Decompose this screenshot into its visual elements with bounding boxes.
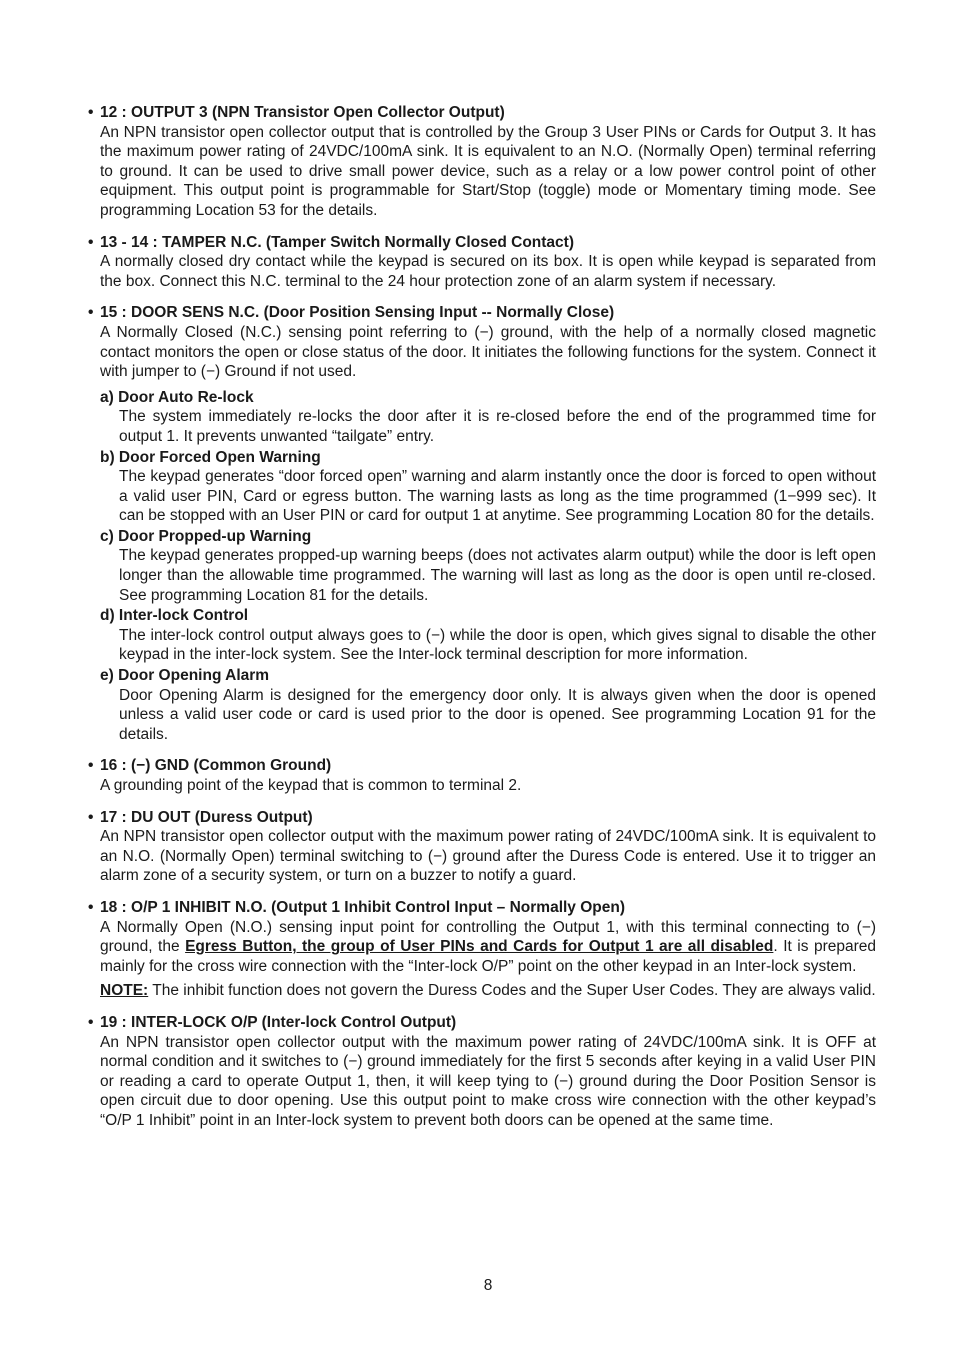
subsection-title: d) Inter-lock Control — [100, 607, 249, 625]
subsection-title: e) Door Opening Alarm — [100, 667, 270, 685]
section-title: • 13 - 14 : TAMPER N.C. (Tamper Switch Normally Closed Contact) — [88, 233, 574, 251]
section-title: • 17 : DU OUT (Duress Output) — [88, 808, 313, 826]
subsection-body: The keypad generates propped-up warning beeps (does not activates alarm output) while the door is left open longer than the allowable time programmed. The warning will last as long as the door is open until re-closed. See programming Location 81 for the details. — [119, 547, 876, 604]
section-body: An NPN transistor open collector output that is controlled by the Group 3 User PINs or Cards for Output 3. It has the maximum power rating of 24VDC/100mA sink. It is equivalent to an N.O. (Normally Open) terminal referring to ground. It can be used to drive small power device, such as a relay or a low power control point of other equipment. This output point is programmable for Start/Stop (toggle) mode or Momentary timing mode. See programming Location 53 for the details. — [100, 123, 876, 219]
note: NOTE: The inhibit function does not govern the Duress Codes and the Super User Codes. They are always valid. — [100, 982, 876, 1000]
section-title: • 16 : (−) GND (Common Ground) — [88, 757, 332, 775]
note-label: NOTE: — [100, 982, 149, 1000]
emphasis-text: Egress Button, the group of User PINs and Cards for Output 1 are all disabled — [185, 938, 774, 956]
section-title: • 15 : DOOR SENS N.C. (Door Position Sensing Input -- Normally Close) — [88, 304, 615, 322]
subsection-door-forced-open — [88, 448, 876, 526]
document-page — [88, 103, 876, 1143]
bullet-icon: • — [88, 104, 94, 121]
section-body: A normally closed dry contact while the keypad is secured on its box. It is open while keypad is separated from the box. Connect this N.C. terminal to the 24 hour protection zone of an alarm system if necessary. — [100, 253, 876, 290]
section-output-3 — [88, 103, 876, 221]
bullet-icon: • — [88, 1013, 94, 1031]
section-title: • 19 : INTER-LOCK O/P (Inter-lock Control Output) — [88, 1013, 457, 1031]
subsection-door-opening-alarm — [88, 666, 876, 744]
bullet-icon: • — [88, 808, 94, 826]
subsection-door-auto-relock — [88, 388, 876, 447]
bullet-icon: • — [88, 304, 94, 322]
section-inter-lock-output — [88, 1013, 876, 1131]
section-tamper — [88, 233, 876, 292]
section-title: • 12 : OUTPUT 3 (NPN Transistor Open Collector Output) — [88, 104, 505, 121]
subsection-body: The system immediately re-locks the door after it is re-closed before the end of the programmed time for output 1. It prevents unwanted “tailgate” entry. — [119, 408, 876, 445]
subsection-list — [88, 388, 876, 745]
subsection-title: b) Door Forced Open Warning — [100, 448, 321, 466]
section-door-sens — [88, 303, 876, 744]
bullet-icon: • — [88, 757, 94, 775]
section-gnd — [88, 756, 876, 795]
subsection-title: c) Door Propped-up Warning — [100, 527, 312, 545]
section-op1-inhibit — [88, 898, 876, 1001]
subsection-body: The keypad generates “door forced open” warning and alarm instantly once the door is forced to open without a valid user PIN, Card or egress button. The warning lasts as long as the time programmed (1−999 sec). It can be stopped with an User PIN or card for output 1 at anytime. See programming Location 80 for the details. — [119, 468, 876, 525]
bullet-icon: • — [88, 233, 94, 251]
page-number: 8 — [483, 1277, 493, 1294]
section-duress-output — [88, 808, 876, 886]
section-body: A Normally Closed (N.C.) sensing point referring to (−) ground, with the help of a normally closed magnetic contact monitors the open or close status of the door. It initiates the following functions for the system. Connect it with jumper to (−) Ground if not used. — [100, 323, 876, 381]
section-body: An NPN transistor open collector output with the maximum power rating of 24VDC/100mA sink. It is OFF at normal condition and it switches to (−) ground immediately for the first 5 seconds after keying in a valid User PIN or reading a card to operate Output 1, then, it will keep tying to (−) ground during the Door Position Sensor is open circuit due to door opening. Use this output point to make cross wire connection with the other keypad’s “O/P 1 Inhibit” point in an Inter-lock system to prevent both doors can be opened at the same time. — [100, 1033, 876, 1129]
section-body: A grounding point of the keypad that is common to terminal 2. — [100, 777, 522, 794]
subsection-title: a) Door Auto Re-lock — [100, 388, 254, 406]
section-title: • 18 : O/P 1 INHIBIT N.O. (Output 1 Inhibit Control Input – Normally Open) — [88, 898, 626, 916]
subsection-body: The inter-lock control output always goes to (−) while the door is open, which gives signal to disable the other keypad in the inter-lock system. See the Inter-lock terminal description for more information. — [119, 626, 876, 664]
bullet-icon: • — [88, 898, 94, 916]
section-body: An NPN transistor open collector output with the maximum power rating of 24VDC/100mA sink. It is equivalent to an N.O. (Normally Open) terminal switching to (−) ground after the Duress Code is entered. Use it to trigger an alarm zone of a security system, or turn on a buzzer to notify a guard. — [100, 828, 876, 885]
section-body: A Normally Open (N.O.) sensing input point for controlling the Output 1, with this terminal connecting to (−) ground, the Egress Button, the group of User PINs and Cards for Output 1 are all disabled. It is prepared mainly for the cross wire connection with the “Inter-lock O/P” point on the other keypad in an Inter-lock system. — [100, 918, 877, 975]
subsection-door-propped-up — [88, 527, 876, 605]
subsection-body: Door Opening Alarm is designed for the emergency door only. It is always given when the door is opened unless a valid user code or card is used prior to the door is opened. See programming Location 91 for the details. — [119, 686, 876, 743]
subsection-inter-lock-control — [88, 606, 876, 665]
